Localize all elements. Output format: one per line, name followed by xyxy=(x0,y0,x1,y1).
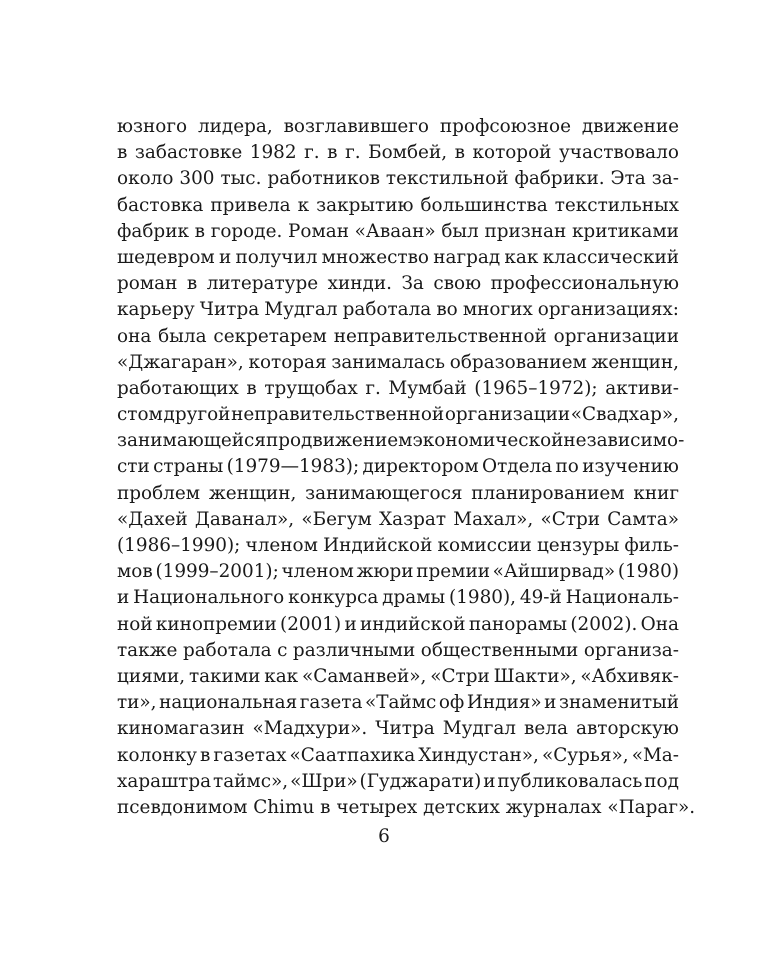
text-word: «Аваан» xyxy=(354,220,436,242)
text-line xyxy=(117,585,679,611)
text-word: был xyxy=(441,220,479,242)
text-word: организациях: xyxy=(537,299,679,321)
text-word: панорамы xyxy=(468,613,568,635)
text-line xyxy=(117,324,679,350)
text-line xyxy=(117,297,679,323)
text-word: «Саманвей», xyxy=(302,665,427,687)
text-word: авторскую xyxy=(575,718,679,740)
text-word: Мудгал xyxy=(442,718,516,740)
text-word: Шакти», xyxy=(493,665,577,687)
text-word: которой xyxy=(472,142,552,164)
text-word: текстильной xyxy=(385,168,509,190)
text-word: (1980) xyxy=(617,561,679,583)
text-line xyxy=(117,454,679,480)
text-word: Мудгал xyxy=(264,299,338,321)
text-word: (1999–2001); xyxy=(155,561,279,583)
text-word: 300 xyxy=(179,168,215,190)
text-word: работников xyxy=(267,168,380,190)
text-word: национальная xyxy=(159,692,298,714)
text-word: членом xyxy=(245,535,318,556)
text-line xyxy=(117,481,679,507)
text-word: филь- xyxy=(624,535,679,556)
text-line xyxy=(117,769,679,795)
text-word: псевдонимом xyxy=(117,796,254,818)
text-word: роман xyxy=(117,273,178,295)
text-word: занимающегося xyxy=(305,482,463,504)
text-word: «Ма- xyxy=(631,744,679,766)
text-line xyxy=(117,193,679,219)
text-line xyxy=(117,350,679,376)
text-word: тыс. xyxy=(220,168,262,190)
text-word: общественными xyxy=(420,639,579,661)
text-word: большинства xyxy=(420,194,548,216)
text-word: Читра xyxy=(375,718,435,740)
text-word: хараштра xyxy=(117,770,212,792)
text-line xyxy=(117,166,679,192)
text-word: также xyxy=(117,639,178,661)
text-word: «Сурья», xyxy=(541,744,629,766)
text-word: Хиндустан», xyxy=(418,744,539,766)
text-word: была xyxy=(158,325,207,347)
text-line xyxy=(117,271,679,297)
text-word: к xyxy=(297,194,310,216)
text-word: ти», xyxy=(117,692,157,714)
text-word: работала xyxy=(182,639,272,661)
text-word: кинопремии xyxy=(155,613,277,635)
text-word: городе. xyxy=(210,220,283,242)
text-word: планированием xyxy=(471,482,625,504)
text-word: Индия» xyxy=(466,692,542,714)
text-word: «Бегум xyxy=(301,508,372,530)
text-word: оф xyxy=(438,692,465,714)
text-word: по xyxy=(555,456,579,478)
text-line xyxy=(117,795,696,821)
text-word: такими xyxy=(188,665,261,687)
text-word: «Стри xyxy=(540,508,600,530)
text-word: в xyxy=(327,142,338,164)
text-word: различными xyxy=(292,639,416,661)
body-text xyxy=(117,114,696,821)
text-word: ной xyxy=(117,613,153,635)
text-word: изучению xyxy=(582,456,679,478)
text-word: в xyxy=(320,796,337,818)
text-word: проблем xyxy=(117,482,201,504)
text-word: организа- xyxy=(583,639,679,661)
text-word: Индийской xyxy=(323,535,433,556)
text-word: конкурса xyxy=(288,587,379,609)
text-word: Она xyxy=(640,613,679,635)
text-word: в xyxy=(246,377,257,399)
text-word: участвовало xyxy=(558,142,679,164)
text-word: г. xyxy=(365,377,381,399)
text-word: другой xyxy=(163,404,231,426)
text-word: профессиональную xyxy=(490,273,679,295)
text-word: организации xyxy=(553,325,679,347)
text-word: детских xyxy=(423,796,506,818)
text-word: газетах xyxy=(213,744,287,766)
text-word: публиковалась xyxy=(497,770,643,792)
text-word: под xyxy=(644,770,679,792)
text-word: наград xyxy=(433,246,501,268)
text-word: и xyxy=(483,770,496,792)
text-word: «Абхивяк- xyxy=(580,665,679,687)
text-word: текстильных xyxy=(554,194,679,216)
text-word: экономической xyxy=(412,430,564,452)
text-word: с xyxy=(277,639,288,661)
text-word: независимо- xyxy=(563,430,685,452)
text-word: образованием xyxy=(449,351,587,373)
text-word: четырех xyxy=(336,796,424,818)
text-word: газета xyxy=(299,692,363,714)
text-word: киномагазин xyxy=(117,718,245,740)
text-word: Роман xyxy=(288,220,349,242)
text-word: за- xyxy=(651,168,679,190)
text-word: около xyxy=(117,168,174,190)
text-line xyxy=(117,219,679,245)
text-line xyxy=(117,428,685,454)
text-word: комиссии xyxy=(437,535,532,556)
text-word: «Шри» xyxy=(290,770,358,792)
text-word: 1982 xyxy=(249,142,297,164)
text-line xyxy=(117,140,679,166)
text-word: трущобах xyxy=(264,377,358,399)
text-line xyxy=(117,507,679,533)
text-word: 49-й xyxy=(519,587,562,609)
text-line xyxy=(117,743,679,769)
text-word: и xyxy=(117,587,130,609)
text-word: (1986–1990); xyxy=(117,535,241,556)
text-word: Бомбей, xyxy=(368,142,448,164)
text-word: занималась xyxy=(331,351,446,373)
text-word: закрытию xyxy=(316,194,414,216)
text-word: (Гуджарати) xyxy=(359,770,482,792)
text-word: в xyxy=(194,220,206,242)
text-word: «Стри xyxy=(430,665,490,687)
text-word: колонку xyxy=(117,744,197,766)
text-word: Даванал», xyxy=(194,508,295,530)
text-word: премии xyxy=(416,561,490,583)
text-word: которая xyxy=(248,351,327,373)
text-word: профсоюзное xyxy=(439,116,571,137)
text-word: (1980), xyxy=(449,587,517,609)
text-word: юзного xyxy=(117,116,188,137)
text-word: знаменитый xyxy=(558,692,679,714)
text-word: «Джагаран», xyxy=(117,351,244,373)
text-word: занимающейся xyxy=(117,430,266,452)
text-word: Читра xyxy=(199,299,260,321)
text-word: Национального xyxy=(133,587,285,609)
text-word: Националь- xyxy=(565,587,679,609)
text-word: журналах xyxy=(505,796,608,818)
text-word: свою xyxy=(433,273,482,295)
text-word: книг xyxy=(633,482,679,504)
text-word: вела xyxy=(524,718,568,740)
text-word: «Айширвад» xyxy=(492,561,616,583)
text-word: литературе xyxy=(206,273,319,295)
text-word: движение xyxy=(581,116,679,137)
text-word: г. xyxy=(345,142,361,164)
text-word: «Дахей xyxy=(117,508,188,530)
text-word: Мумбай xyxy=(388,377,467,399)
text-word: «Саатпахика xyxy=(289,744,416,766)
text-word: «Свадхар», xyxy=(570,404,679,426)
text-word: секретарем xyxy=(213,325,327,347)
text-word: женщин, xyxy=(591,351,679,373)
text-line xyxy=(117,638,679,664)
text-word: «Параг». xyxy=(607,796,696,818)
text-word: в xyxy=(117,142,128,164)
page-number: 6 xyxy=(378,826,390,847)
text-word: цензуры xyxy=(536,535,620,556)
text-word: Отдела xyxy=(482,456,553,478)
text-word: членом xyxy=(281,561,354,583)
text-line xyxy=(117,533,679,559)
text-word: страны xyxy=(153,456,224,478)
text-word: стом xyxy=(117,404,163,426)
text-word: признан xyxy=(484,220,567,242)
text-word: (1979—1983); xyxy=(226,456,360,478)
text-line xyxy=(117,612,679,638)
text-word: организации xyxy=(444,404,571,426)
text-word: директором xyxy=(362,456,479,478)
text-line xyxy=(117,690,679,716)
text-line xyxy=(117,376,679,402)
text-word: активи- xyxy=(605,377,679,399)
text-word: продвижением xyxy=(265,430,413,452)
text-word: забастовке xyxy=(134,142,243,164)
text-word: работающих xyxy=(117,377,239,399)
text-word: Хазрат xyxy=(379,508,447,530)
text-word: получил xyxy=(235,246,318,268)
text-word: женщин, xyxy=(208,482,297,504)
text-word: бастовка xyxy=(117,194,204,216)
text-word: работала xyxy=(342,299,432,321)
text-word: мов xyxy=(117,561,153,583)
text-word: «Таймс xyxy=(364,692,437,714)
text-word: индийской xyxy=(360,613,466,635)
text-word: в xyxy=(454,142,465,164)
text-word: лидера, xyxy=(197,116,273,137)
text-word: привела xyxy=(210,194,291,216)
text-line xyxy=(117,245,679,271)
text-word: Махал», xyxy=(453,508,534,530)
text-word: шедевром xyxy=(117,246,215,268)
text-line xyxy=(117,716,679,742)
text-word: (1965–1972); xyxy=(474,377,598,399)
text-line xyxy=(117,664,679,690)
text-word: Chimu xyxy=(253,796,321,818)
text-word: критиками xyxy=(571,220,679,242)
text-word: в xyxy=(199,744,211,766)
text-word: За xyxy=(401,273,424,295)
text-word: неправительственной xyxy=(231,404,445,426)
text-word: возглавившего xyxy=(283,116,429,137)
text-word: Эта xyxy=(610,168,646,190)
text-word: неправительственной xyxy=(333,325,547,347)
text-word: и xyxy=(544,692,557,714)
text-word: драмы xyxy=(382,587,446,609)
text-word: жюри xyxy=(356,561,414,583)
text-word: фабрики. xyxy=(514,168,605,190)
text-word: и xyxy=(218,246,232,268)
text-word: множество xyxy=(321,246,429,268)
text-word: (2001) xyxy=(280,613,342,635)
text-word: «Мадхури». xyxy=(252,718,368,740)
text-word: она xyxy=(117,325,152,347)
text-line xyxy=(117,402,679,428)
text-word: карьеру xyxy=(117,299,195,321)
text-word: многих xyxy=(462,299,533,321)
text-word: классический xyxy=(542,246,679,268)
text-word: хинди. xyxy=(327,273,392,295)
text-word: циями, xyxy=(117,665,186,687)
text-word: (2002). xyxy=(570,613,638,635)
text-word: в xyxy=(186,273,198,295)
text-word: сти xyxy=(117,456,150,478)
text-word: Самта» xyxy=(607,508,679,530)
text-word: и xyxy=(344,613,357,635)
text-line xyxy=(117,114,679,140)
text-word: таймс», xyxy=(213,770,289,792)
text-word: г. xyxy=(304,142,320,164)
text-word: фабрик xyxy=(117,220,189,242)
text-word: во xyxy=(436,299,458,321)
text-word: как xyxy=(504,246,539,268)
text-line xyxy=(117,559,679,585)
text-word: как xyxy=(264,665,299,687)
